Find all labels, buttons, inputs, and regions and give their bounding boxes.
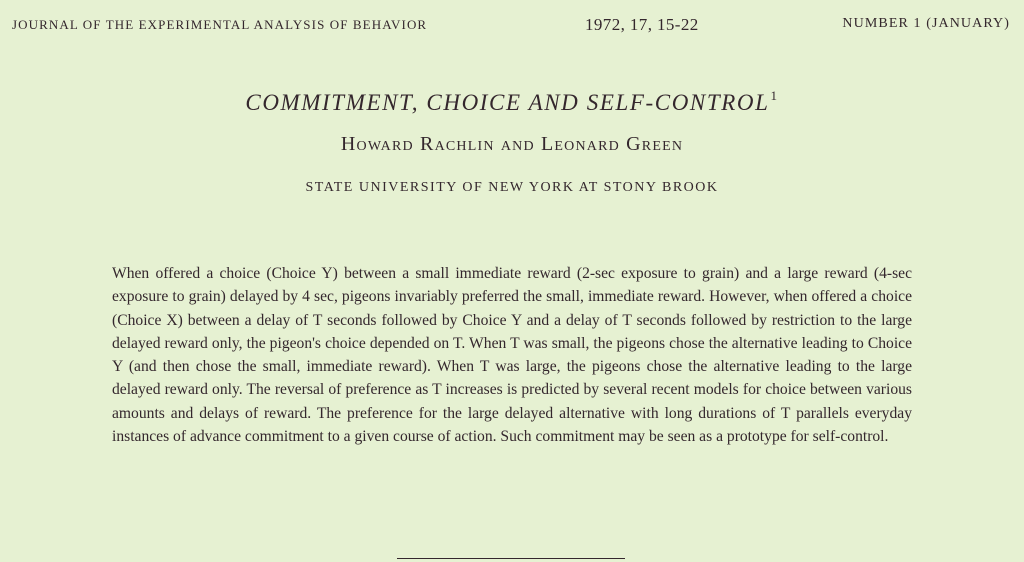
author-affiliation: STATE UNIVERSITY OF NEW YORK AT STONY BROOK <box>305 180 719 195</box>
article-title-text: COMMITMENT, CHOICE AND SELF-CONTROL <box>245 90 770 115</box>
running-header <box>12 15 1010 37</box>
article-abstract: When offered a choice (Choice Y) between a small immediate reward (2-sec exposure to grain) and a large reward (4-sec exposure to grain) delayed by 4 sec, pigeons invariably preferred the small, immediate reward. However, when offered a choice (Choice X) between a delay of T seconds followed by Choice Y and a delay of T seconds followed by restriction to the large delayed reward only, the pigeon's choice depended on T. When T was small, the pigeons chose the alternative leading to Choice Y (and then chose the small, immediate reward). When T was large, the pigeons chose the alternative leading to the large delayed reward only. The reversal of preference as T increases is predicted by several recent models for choice between various amounts and delays of reward. The preference for the large delayed alternative with long durations of T parallels everyday instances of advance commitment to a given course of action. Such commitment may be seen as a prototype for self-control. <box>112 265 912 445</box>
section-divider-rule <box>397 558 625 559</box>
journal-name: JOURNAL OF THE EXPERIMENTAL ANALYSIS OF BEHAVIOR <box>12 17 428 32</box>
volume-year-pages: 1972, 17, 15-22 <box>585 15 699 34</box>
article-authors: Howard Rachlin and Leonard Green <box>340 133 684 155</box>
title-footnote-marker: 1 <box>770 88 779 103</box>
issue-number: NUMBER 1 (JANUARY) <box>842 16 1010 31</box>
article-title <box>0 88 1024 116</box>
